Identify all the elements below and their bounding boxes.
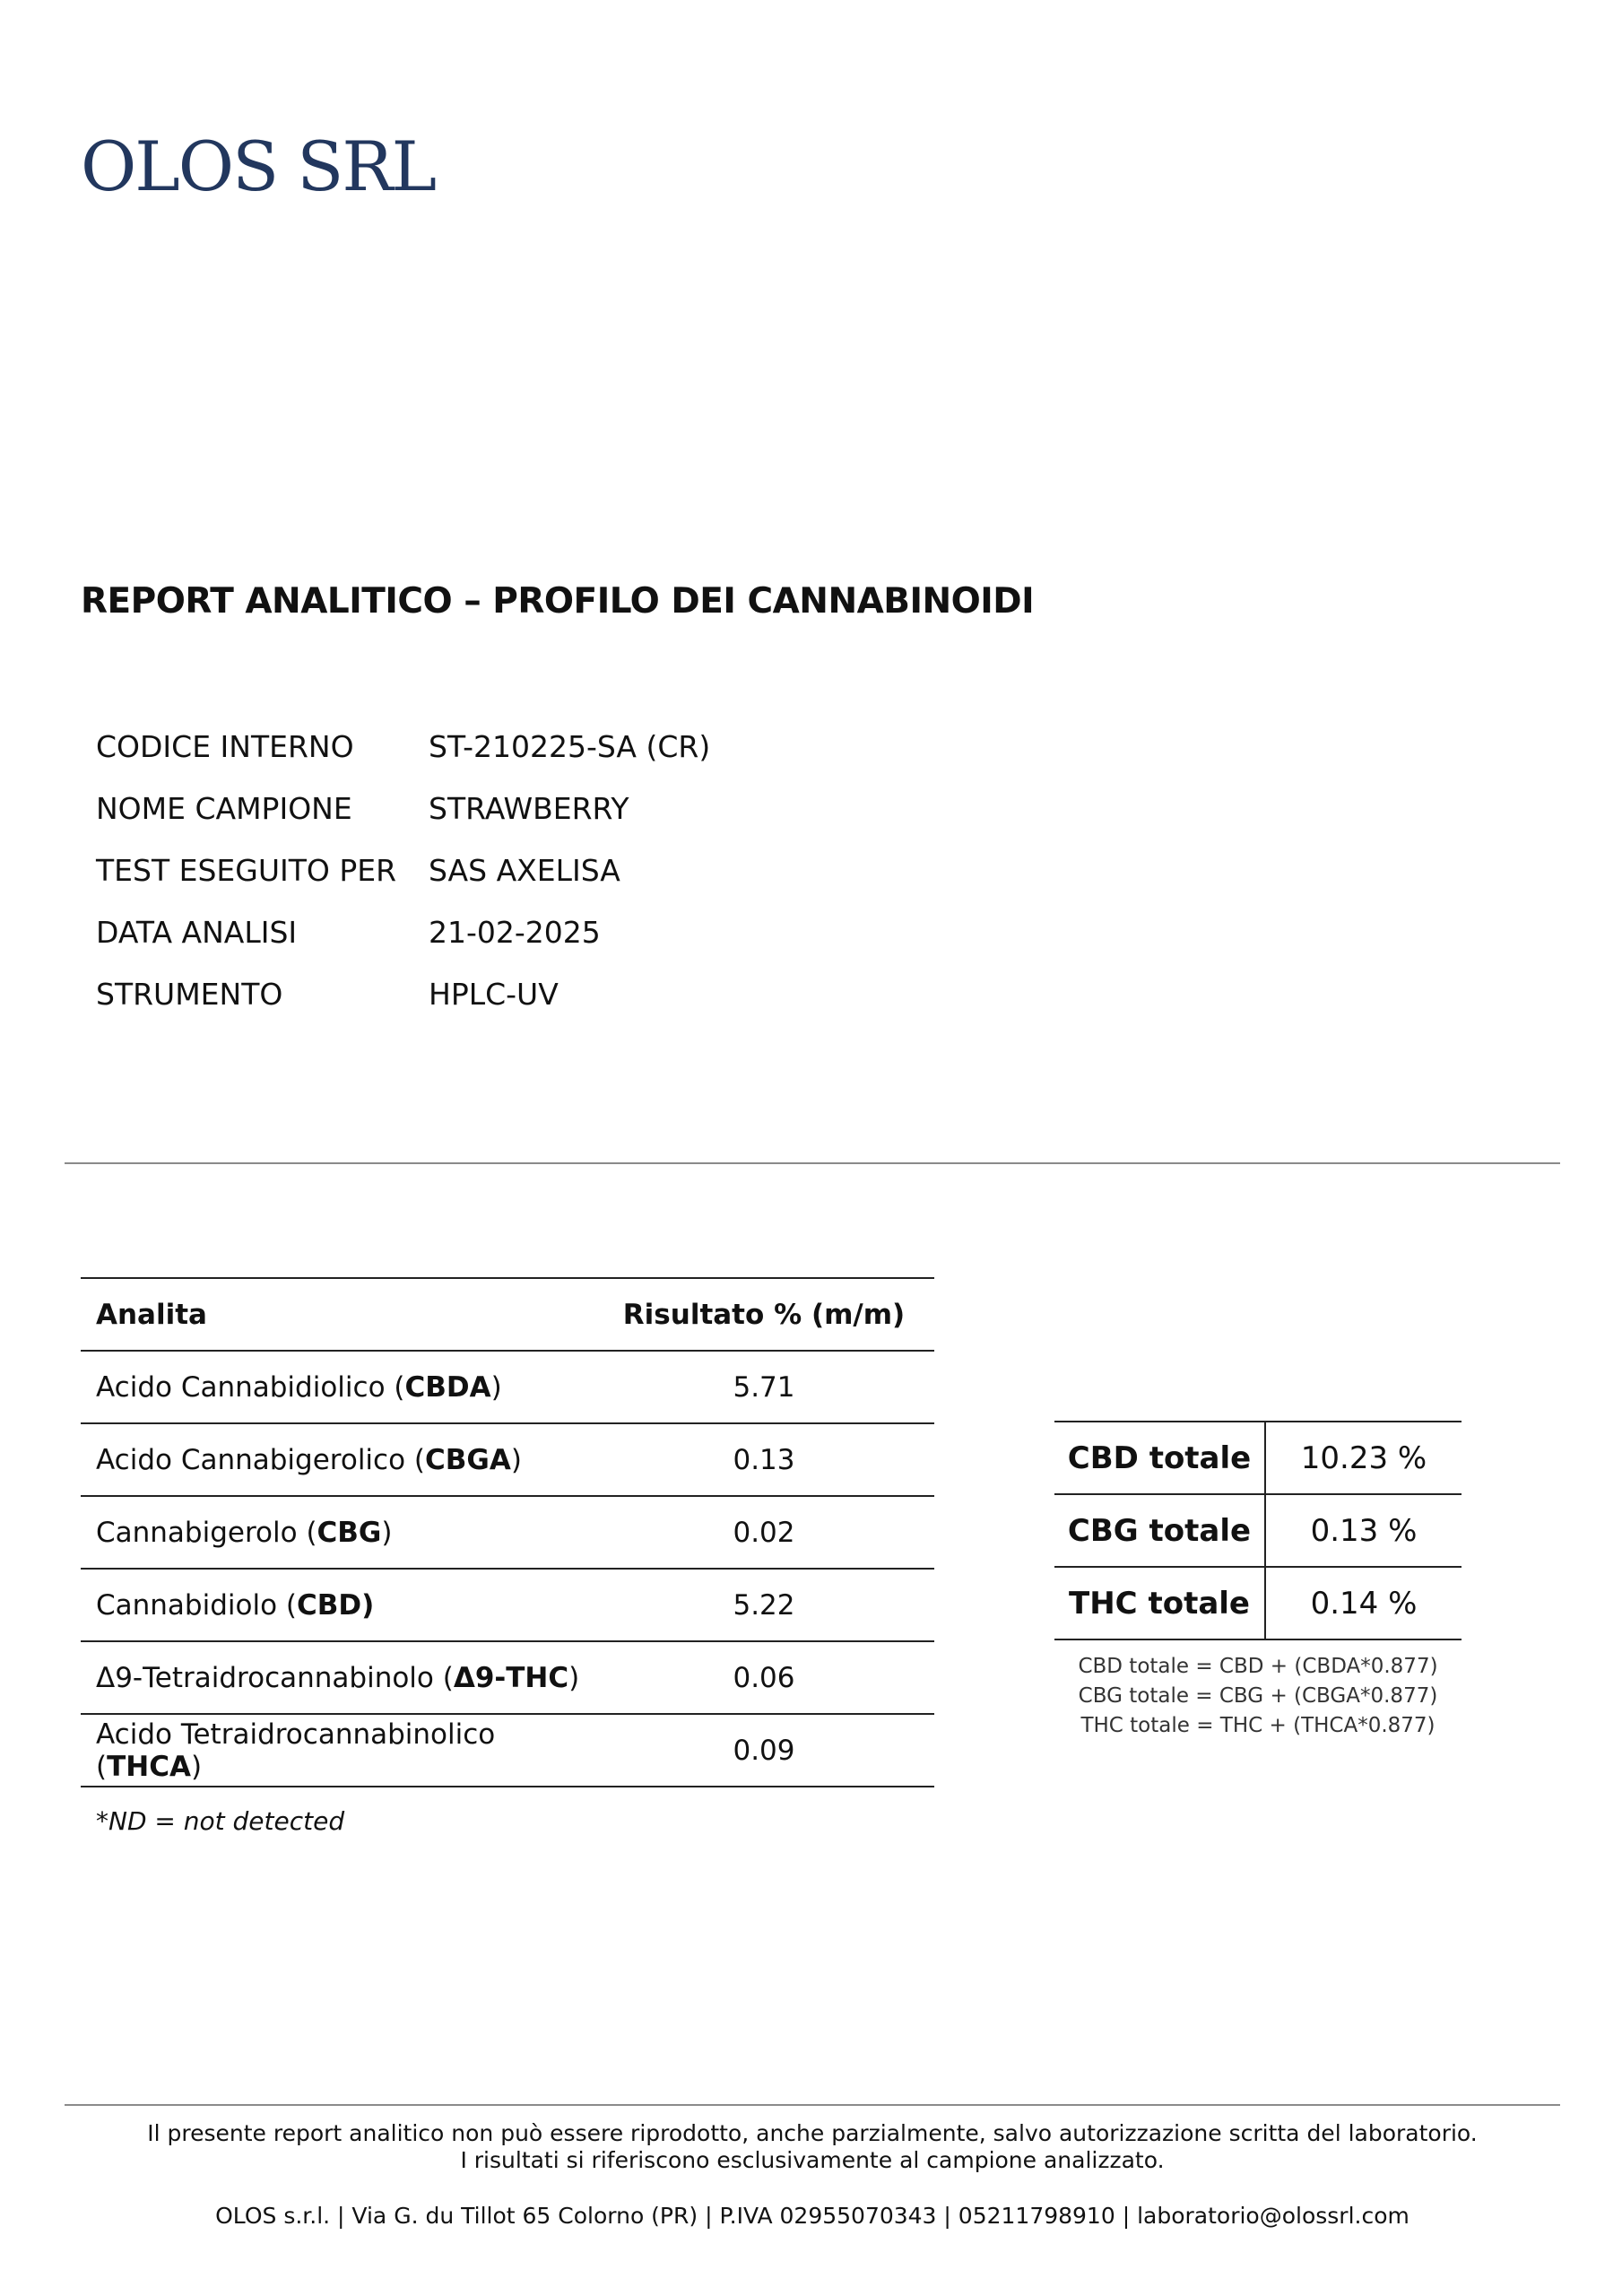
totals-row (1054, 1494, 1462, 1567)
totals-table (1054, 1421, 1462, 1640)
analyte-cell (81, 1569, 594, 1641)
analyte-close: ) (568, 1661, 580, 1694)
result-cell: 0.06 (594, 1641, 934, 1714)
info-value: ST-210225-SA (CR) (429, 729, 711, 764)
info-row-internal-code (96, 716, 710, 778)
total-value: 10.23 % (1265, 1422, 1462, 1494)
footer-divider (65, 2104, 1560, 2106)
analyte-close: ) (510, 1443, 522, 1476)
analyte-abbr: CBGA (425, 1443, 511, 1476)
footer-disclaimer (65, 2120, 1560, 2174)
disclaimer-line: Il presente report analitico non può essere riprodotto, anche parzialmente, salvo autorizzazione scritta del laboratorio. (147, 2120, 1478, 2146)
analyte-abbr: CBD) (297, 1588, 375, 1622)
result-cell: 0.13 (594, 1423, 934, 1496)
analyte-name: Acido Cannabidiolico ( (96, 1370, 405, 1404)
info-value: 21-02-2025 (429, 915, 601, 950)
info-value: STRAWBERRY (429, 791, 629, 826)
analyte-name: Cannabidiolo ( (96, 1588, 298, 1622)
info-value: HPLC-UV (429, 977, 559, 1012)
company-logo: OLOS SRL (81, 126, 436, 206)
analyte-name: Acido Cannabigerolico ( (96, 1443, 426, 1476)
section-divider (65, 1162, 1560, 1164)
result-column-header: Risultato % (m/m) (594, 1278, 934, 1351)
info-row-analysis-date (96, 901, 710, 963)
info-label: CODICE INTERNO (96, 729, 354, 764)
info-row-sample-name (96, 778, 710, 839)
info-label: STRUMENTO (96, 977, 283, 1012)
analyte-column-header: Analita (81, 1278, 594, 1351)
formula-line: CBD totale = CBD + (CBDA*0.877) (1078, 1655, 1438, 1678)
formula-line: THC totale = THC + (THCA*0.877) (1080, 1714, 1436, 1737)
total-label: THC totale (1054, 1567, 1265, 1639)
table-row (81, 1351, 934, 1423)
total-label: CBG totale (1054, 1494, 1265, 1567)
totals-formulas (1054, 1652, 1462, 1741)
sample-info (96, 716, 710, 1025)
info-label: DATA ANALISI (96, 915, 298, 950)
table-row (81, 1496, 934, 1569)
table-row (81, 1569, 934, 1641)
not-detected-note: *ND = not detected (96, 1806, 345, 1836)
results-header-row (81, 1278, 934, 1351)
info-label: NOME CAMPIONE (96, 791, 352, 826)
analyte-abbr: CBDA (404, 1370, 491, 1404)
analyte-name: Cannabigerolo ( (96, 1516, 317, 1549)
info-row-client (96, 839, 710, 901)
result-cell: 0.09 (594, 1714, 934, 1787)
result-cell: 5.22 (594, 1569, 934, 1641)
info-value: SAS AXELISA (429, 853, 620, 888)
analyte-cell (81, 1641, 594, 1714)
analyte-close: ) (190, 1750, 203, 1783)
total-value: 0.13 % (1265, 1494, 1462, 1567)
info-label: TEST ESEGUITO PER (96, 853, 397, 888)
analyte-name: Δ9-Tetraidrocannabinolo ( (96, 1661, 454, 1694)
analyte-name: Acido Tetraidrocannabinolico ( (96, 1718, 496, 1783)
analyte-cell (81, 1714, 594, 1787)
result-cell: 0.02 (594, 1496, 934, 1569)
analyte-cell (81, 1496, 594, 1569)
result-cell: 5.71 (594, 1351, 934, 1423)
analyte-close: ) (381, 1516, 393, 1549)
totals-row (1054, 1422, 1462, 1494)
analyte-cell (81, 1351, 594, 1423)
table-row (81, 1641, 934, 1714)
report-title: REPORT ANALITICO – PROFILO DEI CANNABINOIDI (81, 581, 1035, 622)
table-row (81, 1423, 934, 1496)
analyte-close: ) (490, 1370, 502, 1404)
analyte-abbr: THCA (107, 1750, 191, 1783)
formula-line: CBG totale = CBG + (CBGA*0.877) (1078, 1684, 1438, 1708)
analyte-cell (81, 1423, 594, 1496)
disclaimer-line: I risultati si riferiscono esclusivamente al campione analizzato. (460, 2147, 1165, 2173)
info-row-instrument (96, 963, 710, 1025)
total-value: 0.14 % (1265, 1567, 1462, 1639)
table-row (81, 1714, 934, 1787)
footer-contacts: OLOS s.r.l. | Via G. du Tillot 65 Colorno (PR) | P.IVA 02955070343 | 05211798910 | laboratorio@olossrl.com (215, 2203, 1409, 2229)
analyte-abbr: CBG (317, 1516, 382, 1549)
totals-row (1054, 1567, 1462, 1639)
results-table (81, 1277, 934, 1787)
analyte-abbr: Δ9-THC (453, 1661, 569, 1694)
total-label: CBD totale (1054, 1422, 1265, 1494)
